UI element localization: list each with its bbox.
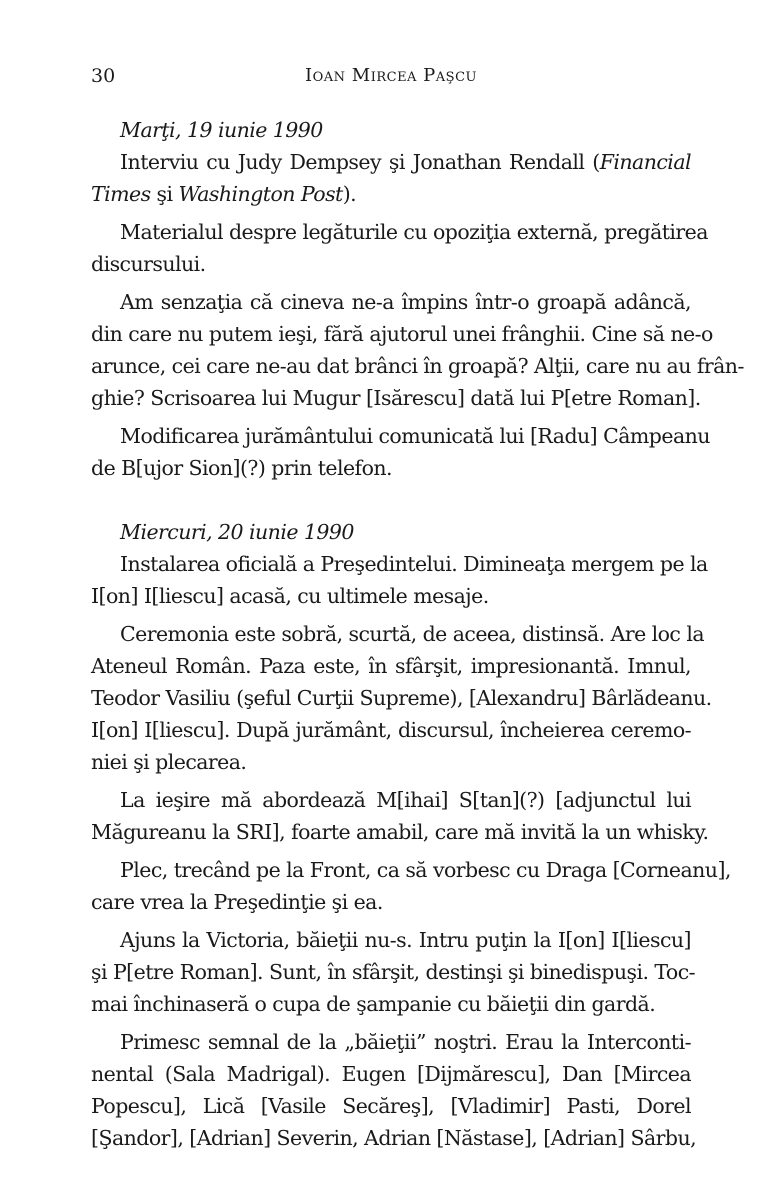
text-line (91, 1058, 691, 1090)
text-line (91, 420, 710, 452)
entry-paragraph (91, 854, 731, 918)
text-line (91, 650, 691, 682)
text-run: nental (Sala Madrigal). Eugen [Dijmărescu], Dan [Mircea (91, 1062, 691, 1086)
text-line (91, 548, 708, 580)
entry-paragraph (91, 924, 696, 1020)
text-line (91, 988, 691, 1020)
text-line (91, 1122, 697, 1154)
text-line (91, 178, 691, 210)
text-line (91, 452, 691, 484)
text-line (91, 816, 709, 848)
text-run: Teodor Vasiliu (şeful Curţii Supreme), [Alexandru] Bârlădeanu. (91, 686, 712, 710)
text-line (91, 1090, 691, 1122)
diary-entry (91, 114, 744, 484)
text-run: Instalarea oficială a Preşedintelui. Dimineaţa mergem pe la (120, 552, 708, 576)
entry-paragraph (91, 286, 744, 414)
text-line (91, 318, 713, 350)
text-run: discursului. (91, 252, 206, 276)
page-header (91, 62, 691, 90)
text-run: şi (150, 182, 179, 206)
text-run: [Şandor], [Adrian] Severin, Adrian [Năstase], [Adrian] Sârbu, (91, 1126, 697, 1150)
text-line (91, 784, 691, 816)
text-run: niei şi plecarea. (91, 750, 247, 774)
text-run: Interviu cu Judy Dempsey şi Jonathan Rendall ( (120, 150, 600, 174)
text-run: de B[ujor Sion](?) prin telefon. (91, 456, 393, 480)
text-run: Am senzaţia că cineva ne-a împins într-o groapă adâncă, (120, 290, 691, 314)
text-run: ghie? Scrisoarea lui Mugur [Isărescu] dată lui P[etre Roman]. (91, 386, 701, 410)
text-run: mai închinaseră o cupa de şampanie cu băieţii din gardă. (91, 992, 656, 1016)
italic-text: Times (91, 182, 151, 206)
text-run: Primesc semnal de la „băieţii” noştri. Erau la Interconti- (120, 1030, 691, 1054)
entry-paragraph (91, 1026, 697, 1154)
page-number: 30 (91, 65, 116, 87)
text-run: Plec, trecând pe la Front, ca să vorbesc cu Draga [Corneanu], (120, 858, 731, 882)
text-run: I[on] I[liescu]. După jurământ, discursul, încheierea ceremo- (91, 718, 691, 742)
text-run: Popescu], Lică [Vasile Secăreş], [Vladimir] Pasti, Dorel (91, 1094, 691, 1118)
text-run: ). (342, 182, 357, 206)
diary-entry (91, 516, 731, 1154)
text-line (91, 216, 708, 248)
running-head: Ioan Mircea Paşcu (305, 65, 477, 86)
text-run: Ceremonia este sobră, scurtă, de aceea, distinsă. Are loc la (120, 622, 704, 646)
text-line (91, 248, 691, 280)
text-line (91, 714, 691, 746)
text-run: Măgureanu la SRI], foarte amabil, care mă invită la un whisky. (91, 820, 709, 844)
text-line (91, 682, 712, 714)
text-line (91, 350, 744, 382)
entry-date: Marţi, 19 iunie 1990 (120, 118, 323, 142)
entry-paragraph (91, 548, 708, 612)
italic-text: Washington Post (178, 182, 343, 206)
text-line (91, 382, 701, 414)
entry-paragraph (91, 618, 712, 778)
text-line (91, 286, 691, 318)
text-line (91, 618, 704, 650)
text-line (91, 854, 731, 886)
text-run: Ateneul Român. Paza este, în sfârşit, impresionantă. Imnul, (91, 654, 691, 678)
text-run: Ajuns la Victoria, băieţii nu-s. Intru puţin la I[on] I[liescu] (120, 928, 691, 952)
entry-paragraph (91, 146, 691, 210)
italic-text: Financial (599, 150, 691, 174)
entry-paragraph (91, 216, 708, 280)
text-run: Materialul despre legăturile cu opoziţia externă, pregătirea (120, 220, 708, 244)
text-line (91, 886, 691, 918)
text-line (91, 924, 691, 956)
entry-date: Miercuri, 20 iunie 1990 (120, 520, 354, 544)
text-line (91, 1026, 691, 1058)
text-run: şi P[etre Roman]. Sunt, în sfârşit, destinşi şi binedispuşi. Toc- (91, 960, 696, 984)
text-run: din care nu putem ieşi, fără ajutorul unei frânghii. Cine să ne-o (91, 322, 713, 346)
text-line (91, 580, 691, 612)
text-line (91, 746, 691, 778)
page-body (91, 114, 744, 1154)
text-run: Modificarea jurământului comunicată lui [Radu] Câmpeanu (120, 424, 710, 448)
text-line (91, 146, 691, 178)
text-run: care vrea la Preşedinţie şi ea. (91, 890, 383, 914)
entry-paragraph (91, 784, 709, 848)
text-run: I[on] I[liescu] acasă, cu ultimele mesaje. (91, 584, 489, 608)
text-run: arunce, cei care ne-au dat brânci în groapă? Alţii, care nu au frân- (91, 354, 744, 378)
text-run: La ieşire mă abordează M[ihai] S[tan](?) [adjunctul lui (120, 788, 691, 812)
entry-paragraph (91, 420, 710, 484)
text-line (91, 956, 696, 988)
